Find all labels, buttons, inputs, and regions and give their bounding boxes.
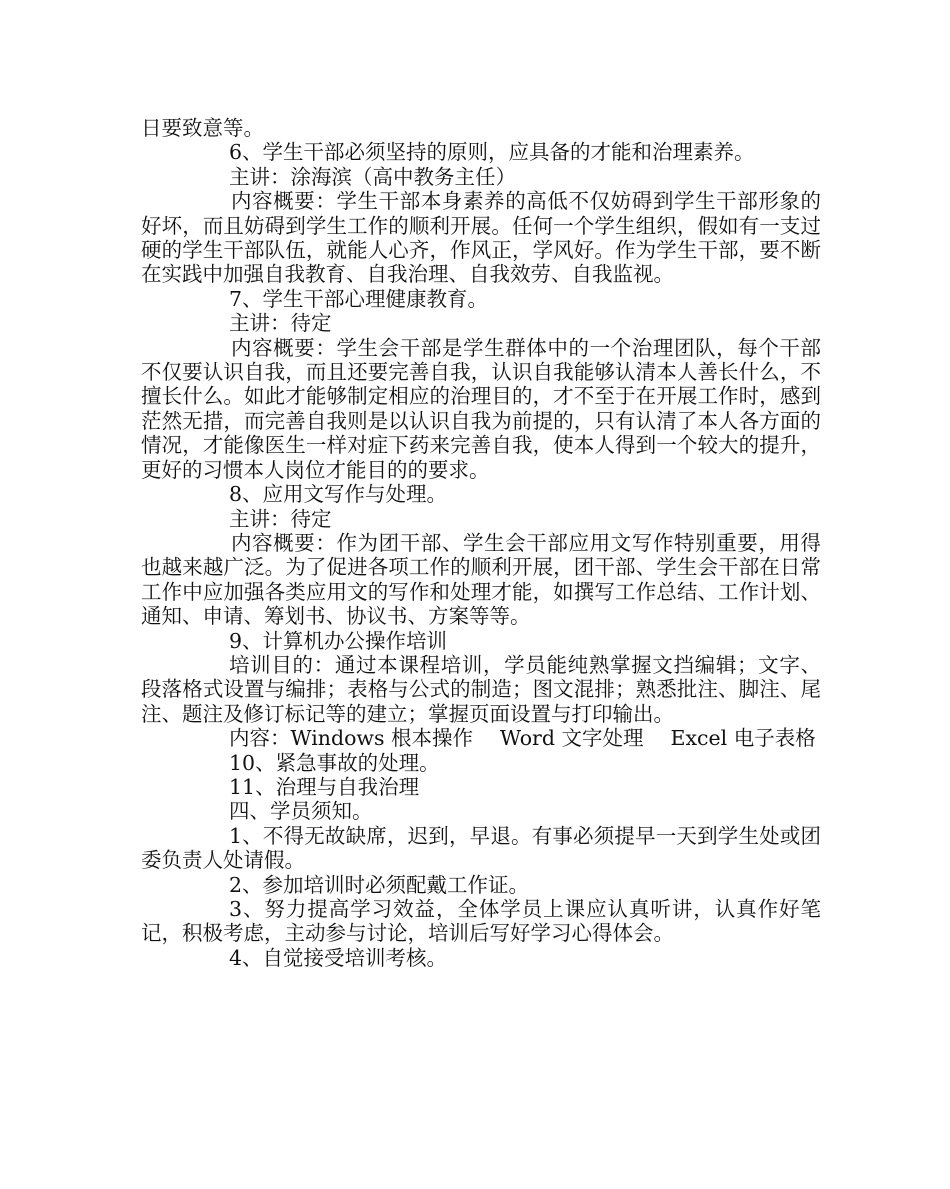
paragraph-item-7-speaker: 主讲：待定: [229, 311, 332, 336]
paragraph-item-9-goal: 培训目的：通过本课程培训，学员能纯熟掌握文挡编辑；文字、段落格式设置与编排；表格与公式的制造；图文混排；熟悉批注、脚注、尾注、题注及修订标记等的建立；掌握页面设置与打印输出。: [141, 652, 821, 726]
section-heading-4: 四、学员须知。: [229, 799, 373, 824]
paragraph-item-9-title: 9、计算机办公操作培训: [229, 628, 448, 653]
paragraph-item-7-summary: 内容概要：学生会干部是学生群体中的一个治理团队，每个干部不仅要认识自我，而且还要完善自我，认识自我能够认清本人善长什么，不擅长什么。如此才能够制定相应的治理目的，才不至于在开展工作时，感到茫然无措，而完善自我则是以认识自我为前提的，只有认清了本人各方面的情况，才能像医生一样对症下药来完善自我，使本人得到一个较大的提升，更好的习惯本人岗位才能目的的要求。: [141, 335, 821, 482]
paragraph-item-11: 11、治理与自我治理: [229, 774, 420, 799]
paragraph-item-8-title: 8、应用文写作与处理。: [229, 482, 448, 507]
paragraph-item-8-speaker: 主讲：待定: [229, 506, 332, 531]
notice-item-4: 4、自觉接受培训考核。: [229, 945, 448, 970]
notice-item-3: 3、努力提高学习效益，全体学员上课应认真听讲，认真作好笔记，积极考虑，主动参与讨论，培训后写好学习心得体会。: [141, 897, 821, 946]
paragraph-item-7-title: 7、学生干部心理健康教育。: [229, 286, 489, 311]
paragraph-item-10: 10、紧急事故的处理。: [229, 750, 440, 775]
paragraph-item-6-speaker: 主讲：涂海滨（高中教务主任）: [229, 164, 516, 189]
paragraph-item-6-summary: 内容概要：学生干部本身素养的高低不仅妨碍到学生干部形象的好坏，而且妨碍到学生工作的顺利开展。任何一个学生组织，假如有一支过硬的学生干部队伍，就能人心齐，作风正，学风好。作为学生干部，要不断在实践中加强自我教育、自我治理、自我效劳、自我监视。: [141, 189, 821, 287]
document-body: [141, 116, 821, 970]
paragraph-item-9-content: 内容：Windows 根本操作 Word 文字处理 Excel 电子表格: [229, 726, 816, 751]
notice-item-1: 1、不得无故缺席，迟到，早退。有事必须提早一天到学生处或团委负责人处请假。: [141, 823, 821, 873]
paragraph-item-8-summary: 内容概要：作为团干部、学生会干部应用文写作特别重要，用得也越来越广泛。为了促进各项工作的顺利开展，团干部、学生会干部在日常工作中应加强各类应用文的写作和处理才能，如撰写工作总结、工作计划、通知、申请、筹划书、协议书、方案等等。: [141, 530, 821, 629]
notice-item-2: 2、参加培训时必须配戴工作证。: [229, 872, 530, 897]
paragraph-continuation: 日要致意等。: [141, 116, 264, 140]
paragraph-item-6-title: 6、学生干部必须坚持的原则，应具备的才能和治理素养。: [229, 140, 755, 165]
